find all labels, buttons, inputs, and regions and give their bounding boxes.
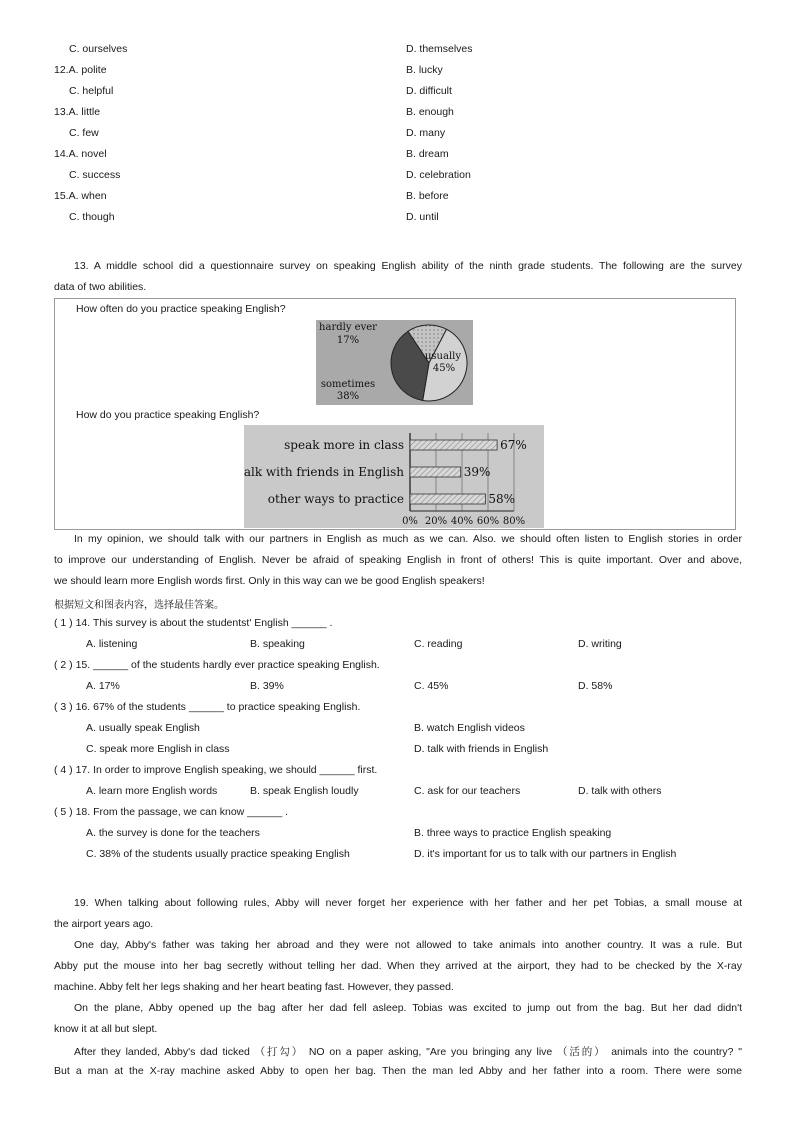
- bar-chart-svg: [244, 425, 544, 528]
- option-left: C. ourselves: [69, 43, 128, 55]
- bar-x-tick-label: 0%: [402, 516, 418, 527]
- answer-option[interactable]: A. 17%: [86, 680, 120, 692]
- bar-2: [410, 467, 461, 477]
- option-right: D. themselves: [406, 43, 473, 55]
- answer-option[interactable]: B. speaking: [250, 638, 305, 650]
- option-right: D. difficult: [406, 85, 452, 97]
- option-left: C. few: [69, 127, 99, 139]
- option-left: 13.A. little: [54, 106, 101, 118]
- answer-option[interactable]: C. reading: [414, 638, 463, 650]
- answer-option[interactable]: A. learn more English words: [86, 785, 218, 797]
- bar-chart-question: How do you practice speaking English?: [76, 409, 260, 421]
- option-left: C. though: [69, 211, 115, 223]
- answer-option[interactable]: C. 45%: [414, 680, 449, 692]
- q19-line: the airport years ago.: [54, 918, 154, 930]
- pie-chart-svg: [316, 320, 473, 405]
- pie-value-label: 17%: [336, 335, 360, 346]
- answer-option[interactable]: A. listening: [86, 638, 138, 650]
- bar-category-label: speak more in class: [284, 438, 404, 452]
- option-right: D. until: [406, 211, 439, 223]
- option-right: B. before: [406, 190, 449, 202]
- answer-option[interactable]: B. watch English videos: [414, 722, 525, 734]
- option-left: C. success: [69, 169, 121, 181]
- q19-line: know it at all but slept.: [54, 1023, 158, 1035]
- answer-option[interactable]: D. talk with others: [578, 785, 662, 797]
- q13-intro-line-1: 13. A middle school did a questionnaire survey on speaking English ability of the ninth grade students. The following are the survey: [74, 260, 742, 272]
- q19-line: 19. When talking about following rules, Abby will never forget her experience with her father and her pet Tobias, a small mouse at: [74, 897, 742, 909]
- option-left: 12.A. polite: [54, 64, 107, 76]
- answer-option[interactable]: D. 58%: [578, 680, 613, 692]
- bar-1: [410, 440, 497, 450]
- bar-3: [410, 494, 485, 504]
- answer-option[interactable]: B. 39%: [250, 680, 284, 692]
- answer-option[interactable]: D. talk with friends in English: [414, 743, 549, 755]
- answer-option[interactable]: B. speak English loudly: [250, 785, 359, 797]
- bar-x-tick-label: 20%: [424, 516, 448, 527]
- answer-option[interactable]: C. ask for our teachers: [414, 785, 521, 797]
- bar-x-tick-label: 80%: [502, 516, 526, 527]
- bar-category-label: talk with friends in English: [244, 465, 404, 479]
- bar-x-tick-label: 40%: [450, 516, 474, 527]
- bar-x-tick-label: 60%: [476, 516, 500, 527]
- pie-label: hardly ever: [319, 322, 377, 333]
- chinese-instruction: 根据短文和图表内容，选择最佳答案。: [54, 600, 224, 611]
- option-right: D. celebration: [406, 169, 471, 181]
- q19-line: After they landed, Abby's dad ticked （打勾） NO on a paper asking, "Are you bringing any live （活的） animals into the country? ": [74, 1046, 742, 1058]
- passage-line-2: to improve our understanding of English. Never be afraid of speaking English in front of others! This is quite important. Over and above,: [54, 554, 742, 566]
- pie-value-label: 45%: [432, 363, 456, 374]
- answer-option[interactable]: B. three ways to practice English speaking: [414, 827, 612, 839]
- q19-line: Abby put the mouse into her bag secretly without telling her dad. When they arrived at the airport, they had to be checked by the X-ray: [54, 960, 742, 972]
- passage-line-3: we should learn more English words first. Only in this way can we be good English speakers!: [54, 575, 485, 587]
- option-right: B. enough: [406, 106, 454, 118]
- q19-line: But a man at the X-ray machine asked Abby to open her bag. Then the man led Abby and her father into a room. There were some: [54, 1065, 742, 1077]
- pie-chart-question: How often do you practice speaking English?: [76, 303, 286, 315]
- option-right: B. dream: [406, 148, 449, 160]
- bar-value-label: 58%: [488, 492, 516, 506]
- question-stem: ( 3 ) 16. 67% of the students ______ to practice speaking English.: [54, 701, 361, 713]
- q19-line: machine. Abby felt her legs shaking and her heart beating fast. However, they passed.: [54, 981, 454, 993]
- option-left: 15.A. when: [54, 190, 107, 202]
- question-stem: ( 5 ) 18. From the passage, we can know ______ .: [54, 806, 289, 818]
- pie-chart: [316, 320, 473, 405]
- option-left: 14.A. novel: [54, 148, 107, 160]
- pie-label: usually: [424, 351, 462, 362]
- question-stem: ( 1 ) 14. This survey is about the studentst' English ______ .: [54, 617, 333, 629]
- passage-line-1: In my opinion, we should talk with our partners in English as much as we can. Also. we should often listen to English stories in order: [74, 533, 742, 545]
- answer-option[interactable]: A. usually speak English: [86, 722, 200, 734]
- bar-value-label: 67%: [500, 438, 527, 452]
- q19-line: On the plane, Abby opened up the bag after her dad fell asleep. Tobias was excited to jump out from the bag. But her dad didn't: [74, 1002, 742, 1014]
- bar-chart: [244, 425, 544, 528]
- pie-value-label: 38%: [336, 391, 360, 402]
- question-stem: ( 2 ) 15. ______ of the students hardly ever practice speaking English.: [54, 659, 380, 671]
- answer-option[interactable]: A. the survey is done for the teachers: [86, 827, 260, 839]
- answer-option[interactable]: D. writing: [578, 638, 622, 650]
- question-stem: ( 4 ) 17. In order to improve English speaking, we should ______ first.: [54, 764, 378, 776]
- bar-category-label: other ways to practice: [267, 492, 404, 506]
- answer-option[interactable]: D. it's important for us to talk with our partners in English: [414, 848, 677, 860]
- q13-intro-line-2: data of two abilities.: [54, 281, 147, 293]
- option-left: C. helpful: [69, 85, 114, 97]
- q19-line: One day, Abby's father was taking her abroad and they were not allowed to take animals into another country. It was a rule. But: [74, 939, 742, 951]
- answer-option[interactable]: C. 38% of the students usually practice speaking English: [86, 848, 350, 860]
- option-right: D. many: [406, 127, 446, 139]
- answer-option[interactable]: C. speak more English in class: [86, 743, 230, 755]
- bar-value-label: 39%: [463, 465, 491, 479]
- option-right: B. lucky: [406, 64, 443, 76]
- pie-label: sometimes: [320, 379, 376, 390]
